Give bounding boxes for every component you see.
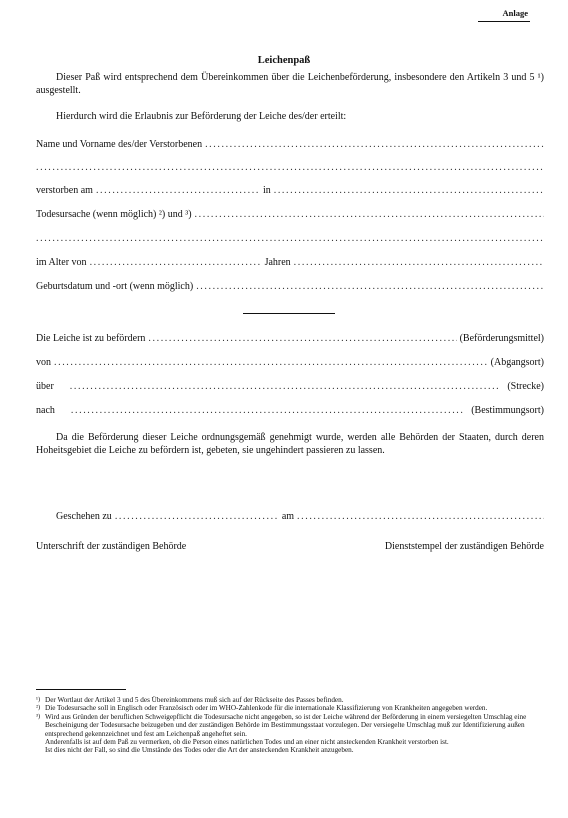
on-date-label: am	[281, 511, 295, 522]
from-label: von	[36, 357, 51, 368]
origin-hint: (Abgangsort)	[490, 357, 544, 368]
cause-of-death-field[interactable]	[36, 209, 544, 222]
route-hint: (Strecke)	[507, 381, 544, 392]
done-at-line[interactable]	[115, 511, 279, 522]
age-field[interactable]	[36, 257, 544, 270]
name-field-continuation[interactable]	[36, 162, 544, 175]
footnote-3-mark: ³)	[36, 712, 41, 720]
footnote-1-mark: ¹)	[36, 696, 41, 703]
intro-paragraph	[36, 72, 544, 97]
died-in-label: in	[262, 185, 271, 196]
transport-label: Die Leiche ist zu befördern	[36, 333, 146, 344]
name-field-label: Name und Vorname des/der Verstorbenen	[36, 139, 203, 150]
cause-of-death-label: Todesursache (wenn möglich) ²) und ³)	[36, 209, 192, 220]
footnote-3-continuation-1: Anderenfalls ist auf dem Paß zu vermerken, ob die Person eines natürlichen Todes und an einer nicht ansteckenden Krankheit verstorben ist.	[45, 738, 449, 747]
annex-underline	[478, 21, 530, 22]
footnote-2	[36, 704, 544, 712]
footnote-divider	[36, 689, 126, 690]
death-date-place-field[interactable]	[36, 185, 544, 198]
permit-paragraph-text: Hierdurch wird die Erlaubnis zur Beförderung der Leiche des/der erteilt:	[56, 111, 347, 122]
permit-paragraph	[36, 111, 544, 124]
cause-of-death-line[interactable]	[195, 209, 544, 220]
route-line[interactable]	[70, 381, 500, 392]
destination-field[interactable]	[36, 405, 544, 418]
destination-hint: (Bestimmungsort)	[471, 405, 544, 416]
age-trailing-line[interactable]	[294, 257, 544, 268]
birth-line[interactable]	[196, 281, 544, 292]
name-field[interactable]	[36, 139, 544, 152]
cause-of-death-continuation[interactable]	[36, 233, 544, 246]
birth-label: Geburtsdatum und -ort (wenn möglich)	[36, 281, 194, 292]
passage-request-paragraph	[36, 432, 544, 457]
done-at-label: Geschehen zu	[56, 511, 112, 522]
annex-label: Anlage	[502, 8, 528, 18]
transport-line[interactable]	[148, 333, 456, 344]
route-field[interactable]	[36, 381, 544, 394]
footnote-1	[36, 696, 544, 704]
died-on-label: verstorben am	[36, 185, 93, 196]
origin-field[interactable]	[36, 357, 544, 370]
footnotes	[36, 696, 544, 755]
age-label: im Alter von	[36, 257, 87, 268]
footnote-2-text: Die Todesursache soll in Englisch oder Französisch oder im WHO-Zahlenkode für die internationale Klassifizierung von Krankheiten angegeben werden.	[45, 704, 488, 713]
transport-means-field[interactable]	[36, 333, 544, 346]
death-date-line[interactable]	[96, 185, 260, 196]
passage-request-text: Da die Beförderung dieser Leiche ordnungsgemäß genehmigt wurde, werden alle Behörden der Staaten, durch deren Hoheitsgebiet die Leiche zu befördern ist, gebeten, sie ungehindert passieren zu lassen.	[36, 432, 544, 456]
death-place-line[interactable]	[274, 185, 544, 196]
footnote-1-text: Der Wortlaut der Artikel 3 und 5 des Übereinkommens muß sich auf der Rückseite des Passes befinden.	[45, 696, 344, 704]
issuance-field[interactable]	[56, 511, 544, 524]
age-unit: Jahren	[264, 257, 291, 268]
name-field-continuation-line[interactable]	[36, 162, 544, 173]
age-line[interactable]	[90, 257, 262, 268]
cause-of-death-continuation-line[interactable]	[36, 233, 544, 244]
footnote-3	[36, 713, 544, 738]
official-stamp-label: Dienststempel der zuständigen Behörde	[384, 541, 544, 552]
transport-hint: (Beförderungsmittel)	[459, 333, 544, 344]
section-divider	[243, 313, 335, 314]
via-label: über	[36, 381, 54, 392]
name-field-line[interactable]	[205, 139, 544, 150]
destination-line[interactable]	[71, 405, 463, 416]
origin-line[interactable]	[54, 357, 488, 368]
footnote-3-continuation-2: Ist dies nicht der Fall, so sind die Umstände des Todes oder die Art der ansteckenden Krankheit anzugeben.	[45, 746, 354, 755]
signature-label: Unterschrift der zuständigen Behörde	[36, 541, 187, 552]
footnote-2-mark: ²)	[36, 704, 41, 712]
on-date-line[interactable]	[297, 511, 544, 522]
footnote-3-text: Wird aus Gründen der beruflichen Schweigepflicht die Todesursache nicht angegeben, so ist der Leiche während der Beförderung in einem versiegelten Umschlag eine Bescheinigung der Todesursache beizugeben und der zuständigen Behörde im Bestimmungsstaat vorzulegen. Der versiegelte Umschlag muß zur Identifizierung außen entsprechend gekennzeichnet und fest am Leichenpaß angeheftet sein.	[45, 712, 527, 738]
intro-paragraph-text: Dieser Paß wird entsprechend dem Übereinkommen über die Leichenbeförderung, insbesondere den Artikeln 3 und 5 ¹) ausgestellt.	[36, 72, 544, 96]
to-label: nach	[36, 405, 55, 416]
birth-field[interactable]	[36, 281, 544, 294]
document-title: Leichenpaß	[257, 55, 311, 66]
